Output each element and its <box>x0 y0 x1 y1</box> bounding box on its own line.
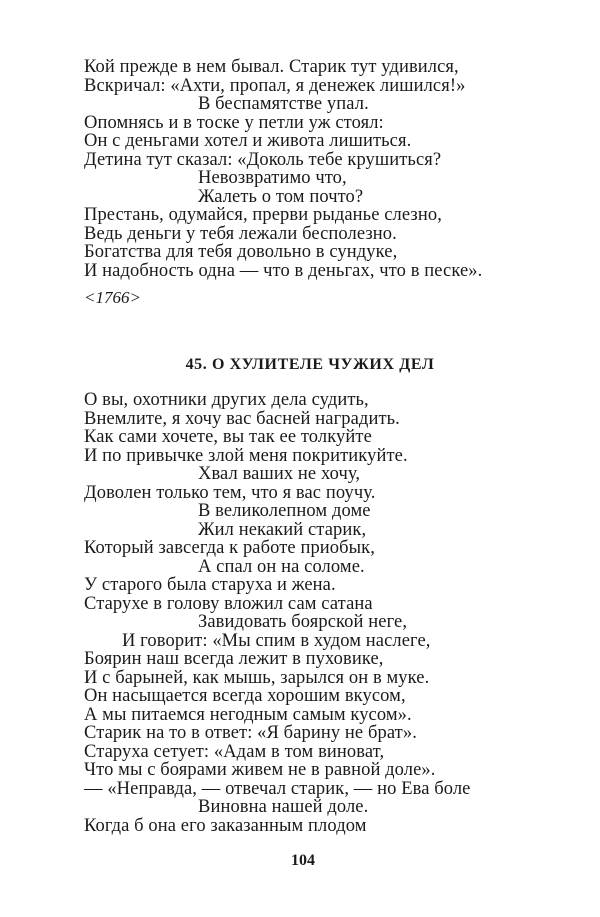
verse-line: Кой прежде в нем бывал. Старик тут удивился, <box>84 57 459 77</box>
verse-line: Он насыщается всегда хорошим вкусом, <box>84 686 406 706</box>
verse-line: Старик на то в ответ: «Я барину не брат». <box>84 723 417 743</box>
verse-line: Он с деньгами хотел и живота лишиться. <box>84 131 412 151</box>
verse-line: Виновна нашей доле. <box>198 797 369 817</box>
verse-line: Богатства для тебя довольно в сундуке, <box>84 242 398 262</box>
verse-line: Старухе в голову вложил сам сатана <box>84 593 373 614</box>
verse-line: Ведь деньги у тебя лежали бесполезно. <box>84 223 397 244</box>
verse-line: Доволен только тем, что я вас поучу. <box>84 482 376 503</box>
verse-line: Хвал ваших не хочу, <box>198 464 361 484</box>
page-number: 104 <box>291 852 315 869</box>
poem-title: 45. О ХУЛИТЕЛЕ ЧУЖИХ ДЕЛ <box>185 356 435 373</box>
verse-line: А спал он на соломе. <box>198 556 365 577</box>
verse-line: В беспамятстве упал. <box>198 94 369 114</box>
verse-line: Жил некакий старик, <box>198 519 367 540</box>
verse-line: И по привычке злой меня покритикуйте. <box>84 445 408 466</box>
verse-line: А мы питаемся негодным самым кусом». <box>84 704 412 725</box>
verse-line: Старуха сетует: «Адам в том виноват, <box>84 741 385 762</box>
verse-line: Престань, одумайся, прерви рыданье слезно, <box>84 205 442 225</box>
verse-line: Боярин наш всегда лежит в пуховике, <box>84 649 384 669</box>
verse-line: Что мы с боярами живем не в равной доле». <box>84 760 436 780</box>
verse-line: Жалеть о том почто? <box>198 186 364 207</box>
verse-line: Детина тут сказал: «Доколь тебе крушиться? <box>84 149 442 170</box>
verse-line: И говорит: «Мы спим в худом наслеге, <box>122 630 431 651</box>
verse-line: Который завсегда к работе приобык, <box>84 538 375 558</box>
verse-line: Когда б она его заказанным плодом <box>84 815 367 836</box>
poem-date: <1766> <box>84 288 141 307</box>
verse-line: И с барыней, как мышь, зарылся он в муке. <box>84 667 430 688</box>
verse-line: О вы, охотники других дела судить, <box>84 390 369 410</box>
verse-line: У старого была старуха и жена. <box>84 575 336 595</box>
verse-line: Завидовать боярской неге, <box>198 612 408 632</box>
verse-line: И надобность одна — что в деньгах, что в песке». <box>84 260 483 281</box>
verse-line: Вскричал: «Ахти, пропал, я денежек лишился!» <box>84 75 466 96</box>
poem-body <box>84 391 544 835</box>
verse-line: В великолепном доме <box>198 501 371 521</box>
verse-line: Как сами хочете, вы так ее толкуйте <box>84 427 372 447</box>
poem-continuation <box>84 58 544 280</box>
verse-line: Опомнясь и в тоске у петли уж стоял: <box>84 112 384 133</box>
verse-line: Невозвратимо что, <box>198 168 347 188</box>
verse-line: — «Неправда, — отвечал старик, — но Ева боле <box>84 778 471 799</box>
verse-line: Внемлите, я хочу вас басней наградить. <box>84 408 400 429</box>
